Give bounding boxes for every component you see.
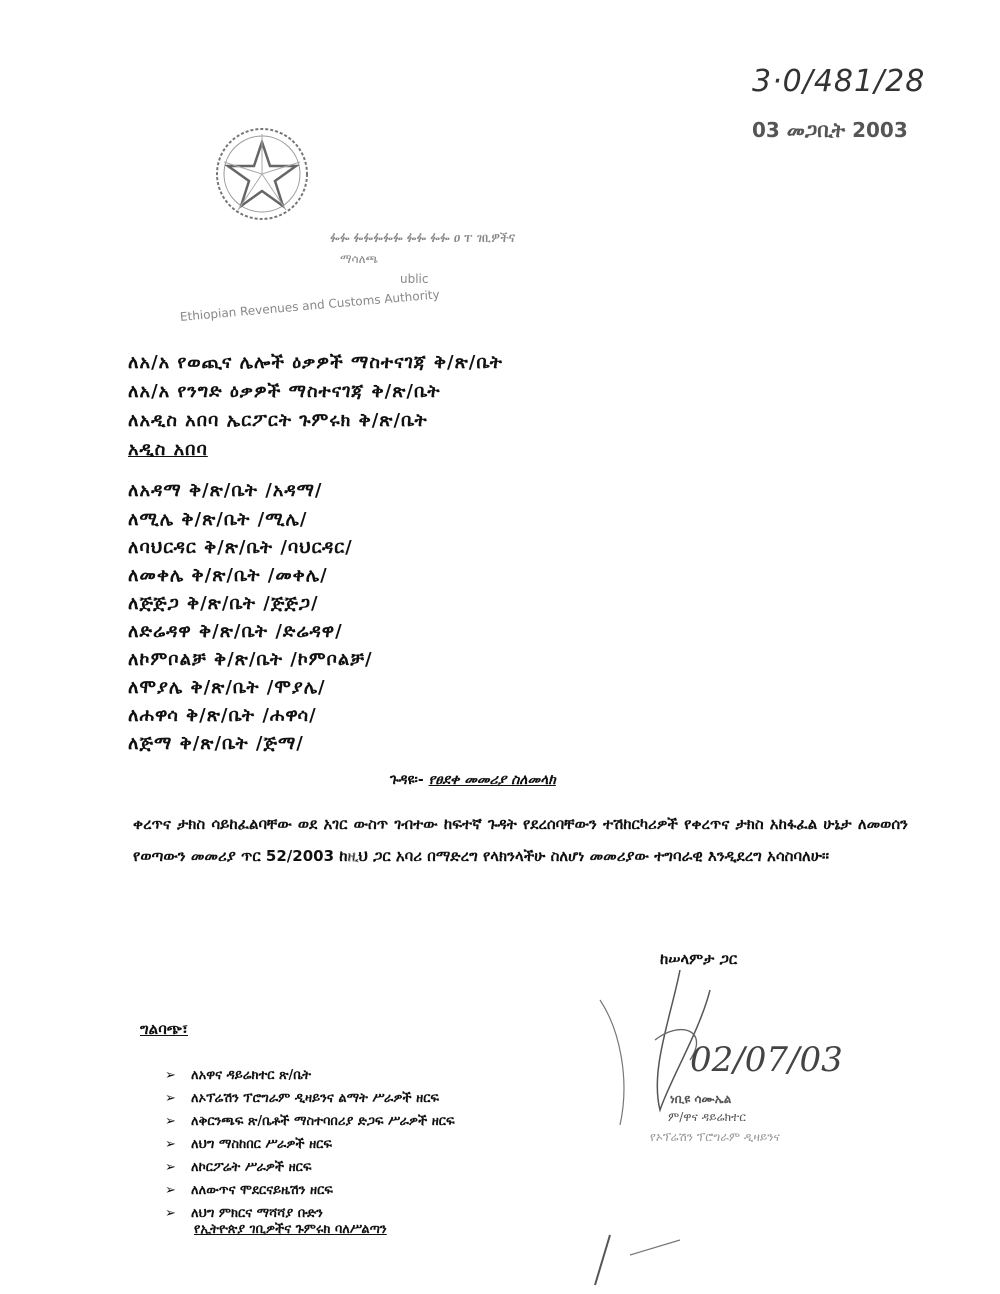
- letterhead-line-2: ማሳለጫ: [340, 252, 379, 266]
- addressee: ለአ/አ የንግድ ዕቃዎች ማስተናገጃ ቅ/ጽ/ቤት: [128, 381, 441, 402]
- branch-addressee: ለባህርዳር ቅ/ጽ/ቤት /ባህርዳር/: [128, 537, 353, 558]
- branch-addressee: ለአዳማ ቅ/ጽ/ቤት /አዳማ/: [128, 480, 323, 501]
- letterhead-authority-en: Ethiopian Revenues and Customs Authority: [179, 287, 441, 324]
- pen-mark: [590, 1230, 700, 1290]
- arrow-bullet-icon: ➢: [165, 1068, 176, 1083]
- cc-item: ➢ ለህግ ማስከበር ሥራዎች ዘርፍ: [165, 1133, 455, 1156]
- branch-addressee: ለሐዋሳ ቅ/ጽ/ቤት /ሐዋሳ/: [128, 705, 317, 726]
- arrow-bullet-icon: ➢: [165, 1183, 176, 1198]
- cc-item: ➢ ለህግ ምክርና ማሻሻያ ቡድን: [165, 1202, 455, 1225]
- signatory-name: ነቢዩ ሳሙኤል: [670, 1092, 732, 1106]
- branch-addressee: ለሚሌ ቅ/ጽ/ቤት /ሚሌ/: [128, 509, 308, 530]
- subject-label: ጉዳዩ፡-: [390, 772, 424, 788]
- arrow-bullet-icon: ➢: [165, 1137, 176, 1152]
- cc-item: ➢ ለቅርንጫፍ ጽ/ቤቶች ማስተባበሪያ ድጋፍ ሥራዎች ዘርፍ: [165, 1110, 455, 1133]
- branch-addressee: ለሞያሌ ቅ/ጽ/ቤት /ሞያሌ/: [128, 677, 326, 698]
- letter-body: ቀረጥና ታክስ ሳይከፈልባቸው ወደ አገር ውስጥ ገብተው ከፍተኛ ጉዳት የደረሰባቸውን ተሽከርካሪዎች የቀረጥና ታክስ አከፋፈል ሁኔታ ለመወሰን የወጣውን መመሪያ ጥር 52/2003 ከዚህ ጋር አባሪ በማድረግ የላክንላችሁ ስለሆነ መመሪያው ተግባራዊ እንዲደረግ አሳስባለሁ፡፡: [133, 815, 908, 865]
- letterhead-line-1: ᎊᎊ ᎊᎊᎊᎊᎊ ᎊᎊ ᎊᎊ ዐ ፐ ገቢዎችና: [330, 231, 516, 245]
- signatory-title: ም/ዋና ዳይሬክተር: [668, 1110, 746, 1124]
- closing-salutation: ከሠላምታ ጋር: [660, 950, 738, 968]
- cc-item: ➢ ለለውጥና ሞደርናይዜሽን ዘርፍ: [165, 1179, 455, 1202]
- subject-line: [390, 772, 556, 788]
- subject-title: የፀደቀ መመሪያ ስለመላክ: [428, 772, 556, 788]
- arrow-bullet-icon: ➢: [165, 1091, 176, 1106]
- received-date-stamp: 03 መጋቢት 2003: [752, 118, 908, 142]
- addressee: ለአ/አ የወጪና ሌሎች ዕቃዎች ማስተናገጃ ቅ/ጽ/ቤት: [128, 352, 503, 373]
- cc-item: ➢ ለኦፕሬሽን ፕሮግራም ዲዛይንና ልማት ሥራዎች ዘርፍ: [165, 1087, 455, 1110]
- cc-list: [165, 1064, 455, 1225]
- arrow-bullet-icon: ➢: [165, 1160, 176, 1175]
- branch-addressee: ለመቀሌ ቅ/ጽ/ቤት /መቀሌ/: [128, 565, 328, 586]
- arrow-bullet-icon: ➢: [165, 1114, 176, 1129]
- cc-item: ➢ ለኮርፖሬት ሥራዎች ዘርፍ: [165, 1156, 455, 1179]
- arrow-bullet-icon: ➢: [165, 1206, 176, 1221]
- branch-addressee: ለጅማ ቅ/ጽ/ቤት /ጅማ/: [128, 733, 304, 754]
- reference-number: 3·0/481/28: [752, 64, 926, 99]
- signatory-department: የኦፕሬሽን ፕሮግራም ዲዛይንና: [650, 1130, 780, 1144]
- addressee: ለአዲስ አበባ ኤርፖርት ጉምሩክ ቅ/ጽ/ቤት: [128, 410, 428, 431]
- branch-addressee: ለኮምቦልቻ ቅ/ጽ/ቤት /ኮምቦልቻ/: [128, 649, 373, 670]
- cc-item: ➢ ለአዋና ዳይሬክተር ጽ/ቤት: [165, 1064, 455, 1087]
- cc-heading: ግልባጭ፣: [140, 1020, 189, 1038]
- branch-addressee: ለጅጅጋ ቅ/ጽ/ቤት /ጅጅጋ/: [128, 593, 319, 614]
- city-line: አዲስ አበባ: [128, 439, 208, 460]
- signature-date: 02/07/03: [690, 1040, 843, 1080]
- letterhead-line-3: ublic: [400, 272, 429, 286]
- branch-addressee: ለድሬዳዋ ቅ/ጽ/ቤት /ድሬዳዋ/: [128, 621, 343, 642]
- star-seal-logo: [212, 124, 312, 224]
- cc-organization: የኢትዮጵያ ገቢዎችና ጉምሩክ ባለሥልጣን: [194, 1222, 387, 1237]
